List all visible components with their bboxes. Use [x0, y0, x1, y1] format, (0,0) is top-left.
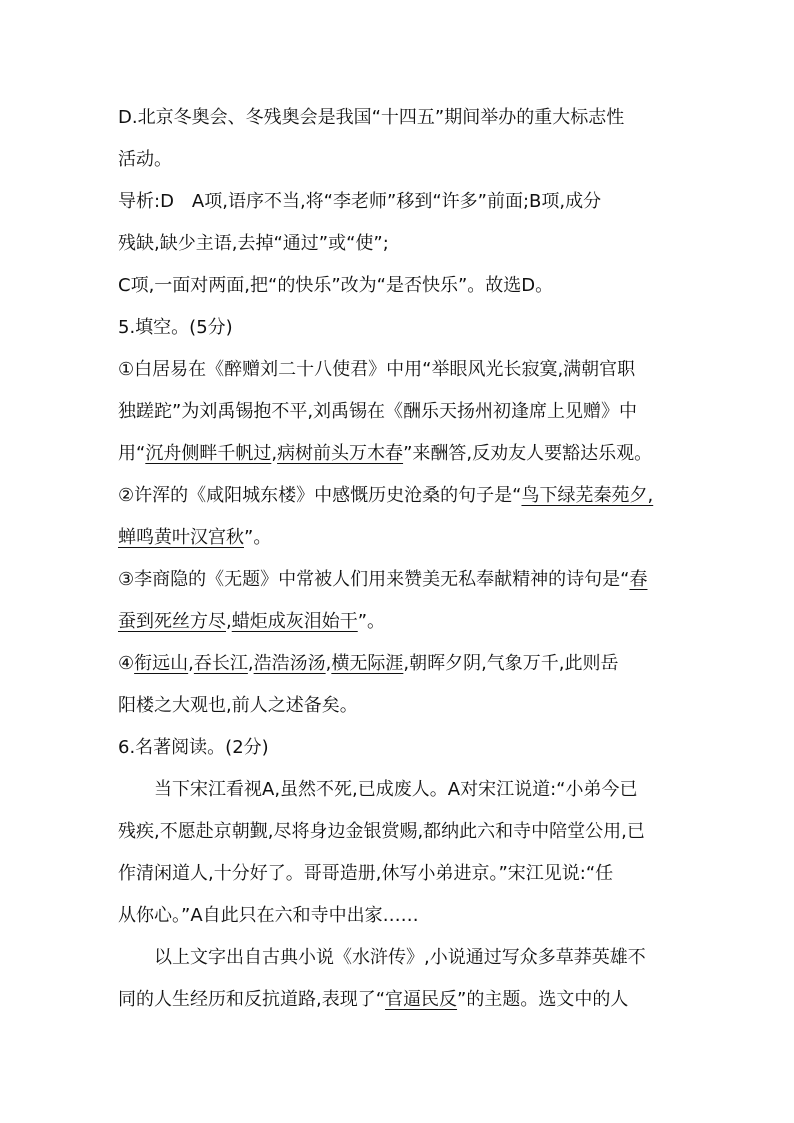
question-5-title [118, 316, 233, 340]
text-segment: 残疾,不愿赴京朝觐,尽将身边金银赏赐,都纳此六和寺中陪堂公用,已 [118, 821, 645, 842]
text-segment: 残缺,缺少主语,去掉“通过”或“使”; [118, 233, 389, 254]
q5-item-4-line-2 [118, 694, 358, 718]
q5-item-4-line-1 [118, 652, 619, 676]
text-segment: 活动。 [118, 149, 172, 170]
underlined-answer: 衔远山 [134, 653, 189, 674]
text-segment: 从你心。”A自此只在六和寺中出家…… [118, 905, 419, 926]
option-d-line-2 [118, 148, 172, 172]
underlined-answer: 病树前头万木春 [277, 443, 404, 464]
text-segment: 导析:D A项,语序不当,将“李老师”移到“许多”前面;B项,成分 [118, 191, 602, 212]
underlined-answer: 春 [629, 569, 648, 590]
underlined-answer: 蝉鸣黄叶汉宫秋 [118, 527, 244, 548]
text-segment: ,朝晖夕阴,气象万千,此则岳 [403, 653, 619, 674]
text-segment: 5.填空。(5分) [118, 317, 233, 338]
text-segment: 用“ [118, 443, 146, 464]
explanation-line-2 [118, 988, 628, 1012]
text-segment: 以上文字出自古典小说《水浒传》,小说通过写众多草莽英雄不 [154, 947, 646, 968]
text-segment: ②许浑的《咸阳城东楼》中感慨历史沧桑的句子是“ [118, 485, 522, 506]
text-segment: 作清闲道人,十分好了。哥哥造册,休写小弟进京。”宋江见说:“任 [118, 863, 614, 884]
underlined-answer: 蜡炬成灰泪始干 [231, 611, 358, 632]
underlined-answer: 沉舟侧畔千帆过 [145, 443, 272, 464]
text-segment: ”的主题。选文中的人 [457, 989, 629, 1010]
text-segment: ③李商隐的《无题》中常被人们用来赞美无私奉献精神的诗句是“ [118, 569, 630, 590]
explanation-line-1 [154, 946, 646, 970]
passage-line-4 [118, 904, 419, 928]
q5-item-2-line-1 [118, 484, 653, 508]
q5-item-2-line-2 [118, 526, 271, 550]
text-segment: ①白居易在《醉赠刘二十八使君》中用“举眼风光长寂寞,满朝官职 [118, 359, 636, 380]
q5-item-3-line-2 [118, 610, 385, 634]
text-segment: C项,一面对两面,把“的快乐”改为“是否快乐”。故选D。 [118, 275, 554, 296]
text-segment: , [247, 653, 254, 674]
text-segment: , [325, 653, 332, 674]
text-segment: , [271, 443, 278, 464]
text-segment: ④ [118, 653, 135, 674]
underlined-answer: 鸟下绿芜秦苑夕, [521, 485, 654, 506]
text-segment: ”来酬答,反劝友人要豁达乐观。 [403, 443, 653, 464]
text-segment: D.北京冬奥会、冬残奥会是我国“十四五”期间举办的重大标志性 [118, 107, 625, 128]
passage-line-3 [118, 862, 613, 886]
underlined-answer: 官逼民反 [385, 989, 458, 1010]
underlined-answer: 横无际涯 [331, 653, 404, 674]
question-6-title [118, 736, 269, 760]
q5-item-1-line-1 [118, 358, 635, 382]
text-segment: 同的人生经历和反抗道路,表现了“ [118, 989, 386, 1010]
text-segment: ”。 [357, 611, 386, 632]
text-segment: 当下宋江看视A,虽然不死,已成废人。A对宋江说道:“小弟今已 [154, 779, 638, 800]
option-d-line-1 [118, 106, 624, 130]
text-segment: , [226, 611, 232, 632]
underlined-answer: 吞长江 [193, 653, 248, 674]
q5-item-3-line-1 [118, 568, 647, 592]
underlined-answer: 浩浩汤汤 [253, 653, 326, 674]
text-segment: , [188, 653, 194, 674]
text-segment: 独蹉跎”为刘禹锡抱不平,刘禹锡在《酬乐天扬州初逢席上见赠》中 [118, 401, 638, 422]
text-segment: 阳楼之大观也,前人之述备矣。 [118, 695, 358, 716]
text-segment: 6.名著阅读。(2分) [118, 737, 269, 758]
passage-line-1 [154, 778, 637, 802]
analysis-line-2 [118, 232, 389, 256]
q5-item-1-line-3 [118, 442, 652, 466]
analysis-line-1 [118, 190, 601, 214]
analysis-line-3 [118, 274, 553, 298]
q5-item-1-line-2 [118, 400, 637, 424]
text-segment: ”。 [244, 527, 272, 548]
passage-line-2 [118, 820, 645, 844]
underlined-answer: 蚕到死丝方尽 [118, 611, 226, 632]
